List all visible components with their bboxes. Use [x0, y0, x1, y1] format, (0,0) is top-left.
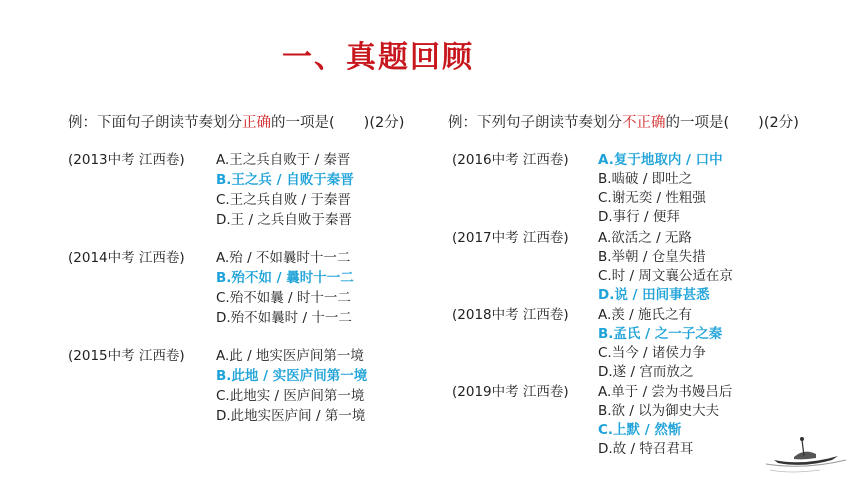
- option-a: A.欲活之 / 无路: [598, 230, 692, 246]
- option-d: D.遂 / 宫而放之: [598, 364, 694, 380]
- option-d: D.事行 / 便拜: [598, 209, 680, 225]
- option-c: C.上默 / 然惭: [598, 422, 682, 438]
- question-source: (2014中考 江西卷): [68, 250, 185, 266]
- option-b: B.举朝 / 仓皇失措: [598, 249, 706, 265]
- question-source: (2016中考 江西卷): [452, 152, 569, 168]
- option-b: B.殆不如 / 曩时十一二: [216, 270, 354, 286]
- example-prompt-prefix: 例：下面句子朗读节奏划分: [68, 115, 242, 131]
- example-prompt-left: [68, 111, 404, 132]
- option-d: D.此地实医庐间 / 第一境: [216, 408, 366, 424]
- option-c: C.殆不如曩 / 时十一二: [216, 290, 351, 306]
- option-b: B.欲 / 以为御史大夫: [598, 403, 720, 419]
- option-a: A.此 / 地实医庐间第一境: [216, 348, 364, 364]
- example-prompt-highlight: 正确: [242, 115, 271, 131]
- example-prompt-highlight: 不正确: [622, 115, 666, 131]
- page-title: 一、真题回顾: [282, 40, 474, 75]
- option-d: D.说 / 田间事甚悉: [598, 287, 710, 303]
- option-c: C.当今 / 诸侯力争: [598, 345, 706, 361]
- question-source: (2013中考 江西卷): [68, 152, 185, 168]
- question-source: (2015中考 江西卷): [68, 348, 185, 364]
- option-d: D.殆不如曩时 / 十一二: [216, 310, 352, 326]
- example-prompt-suffix: 的一项是( )(2分): [665, 115, 799, 131]
- option-c: C.谢无奕 / 性粗强: [598, 190, 706, 206]
- option-a: A.复于地取内 / 口中: [598, 152, 723, 168]
- question-source: (2017中考 江西卷): [452, 230, 569, 246]
- option-a: A.王之兵自败于 / 秦晋: [216, 152, 351, 168]
- option-b: B.此地 / 实医庐间第一境: [216, 368, 368, 384]
- option-b: B.啮破 / 即吐之: [598, 171, 693, 187]
- option-a: A.殆 / 不如曩时十一二: [216, 250, 351, 266]
- option-a: A.单于 / 尝为书嫚吕后: [598, 384, 733, 400]
- option-b: B.孟氏 / 之一子之秦: [598, 326, 723, 342]
- question-source: (2018中考 江西卷): [452, 307, 569, 323]
- option-c: C.此地实 / 医庐间第一境: [216, 388, 365, 404]
- option-a: A.羡 / 施氏之有: [598, 307, 692, 323]
- boat-ink-icon: [760, 430, 850, 476]
- option-b: B.王之兵 / 自败于秦晋: [216, 172, 354, 188]
- question-source: (2019中考 江西卷): [452, 384, 569, 400]
- example-prompt-right: [448, 111, 799, 132]
- example-prompt-prefix: 例：下列句子朗读节奏划分: [448, 115, 622, 131]
- option-d: D.王 / 之兵自败于秦晋: [216, 212, 352, 228]
- option-c: C.时 / 周文襄公适在京: [598, 268, 733, 284]
- example-prompt-suffix: 的一项是( )(2分): [271, 115, 405, 131]
- option-c: C.王之兵自败 / 于秦晋: [216, 192, 351, 208]
- option-d: D.故 / 特召君耳: [598, 441, 694, 457]
